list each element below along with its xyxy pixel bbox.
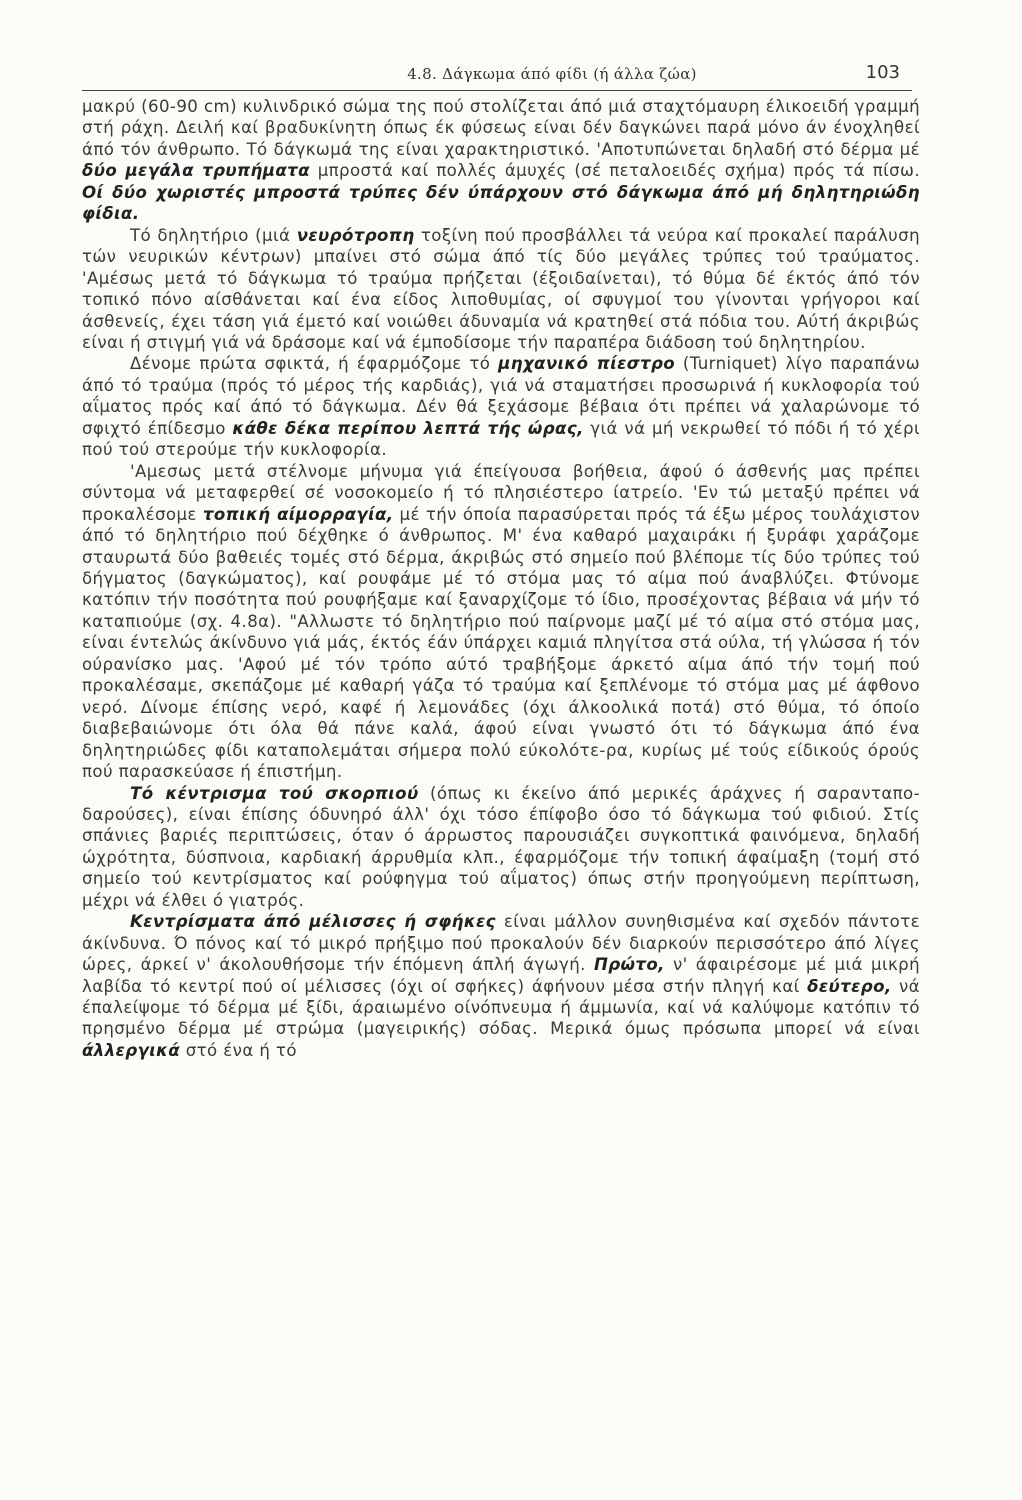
paragraph-snake-bite-description: μακρύ (60-90 cm) κυλινδρικό σώμα της πού στολίζεται άπό μιά σταχτόμαυρη έλικοειδή γραμμή στή ράχη. Δειλή καί βραδυκίνητη όπως έκ φύσεως είναι δέν δαγκώνει παρά μόνο άν ένοχληθεί άπό τόν άνθρωπο. Τό δάγκωμά της είναι χαρακτηριστικό. 'Αποτυπώνεται δηλαδή στό δέρμα μέ δύο μεγάλα τρυπήματα μπροστά καί πολλές άμυχές (σέ πεταλοειδές σχήμα) πρός τά πίσω. Οί δύο χωριστές μπροστά τρύπες δέν ύπάρχουν στό δάγκωμα άπό μή δηλητηριώδη φίδια. — [82, 97, 920, 224]
page-number: 103 — [865, 62, 900, 83]
paragraph-tourniquet: Δένομε πρώτα σφικτά, ή έφαρμόζομε τό μηχανικό πίεστρο (Turniquet) λίγο παραπάνω άπό τό τραύμα (πρός τό μέρος τής καρδιάς), γιά νά σταματήσει προσωρινά ή κυκλοφορία τού αΐματος πρός καί άπό τό δάγκωμα. Δέν θά ξεχάσομε βέβαια ότι πρέπει νά χαλαρώνομε τό σφιχτό έπίδεσμο κάθε δέκα περίπου λεπτά τής ώρας, γιά νά μή νεκρωθεί τό πόδι ή τό χέρι πού τού στερούμε τήν κυκλοφορία. — [82, 354, 920, 460]
paragraph-scorpion-sting: Τό κέντρισμα τού σκορπιού (όπως κι έκείνο άπό μερικές άράχνες ή σαρανταπο-δαρούσες), είναι έπίσης όδυνηρό άλλ' όχι τόσο έπίφοβο όσο τό δάγκωμα τού φιδιού. Στίς σπάνιες βαριές περιπτώσεις, όταν ό άρρωστος παρουσιάζει συγκοπτικά φαινόμενα, δηλαδή ώχρότητα, δύσπνοια, καρδιακή άρρυθμία κλπ., έφαρμόζομε τήν τοπική άφαίμαξη (τομή στό σημείο τού κεντρίσματος καί ρούφηγμα τού αΐματος) όπως στήν προηγούμενη περίπτωση, μέχρι νά έλθει ό γιατρός. — [82, 783, 921, 910]
page-header — [82, 60, 912, 91]
paragraph-bee-wasp-stings: Κεντρίσματα άπό μέλισσες ή σφήκες είναι μάλλον συνηθισμένα καί σχεδόν πάντοτε άκίνδυνα. Ό πόνος καί τό μικρό πρήξιμο πού προκαλούν δέν διαρκούν περισσότερο άπό λίγες ώρες, άρκεί ν' άκολουθήσομε τήν έπόμενη άπλή άγωγή. Πρώτο, ν' άφαιρέσομε μέ μιά μικρή λαβίδα τό κεντρί πού οί μέλισσες (όχι οί σφήκες) άφήνουν μέσα στήν πληγή καί δεύτερο, νά έπαλείψομε τό δέρμα μέ ξίδι, άραιωμένο οίνόπνευμα ή άμμωνία, καί νά καλύψομε κατόπιν τό πρησμένο δέρμα μέ στρώμα (μαγειρικής) σόδας. Μερικά όμως πρόσωπα μπορεί νά είναι άλλεργικά στό ένα ή τό — [82, 912, 921, 1060]
body-text — [82, 96, 920, 1061]
running-title: 4.8. Δάγκωμα άπό φίδι (ή άλλα ζώα) — [407, 65, 697, 83]
paragraph-local-bleeding: 'Αμεσως μετά στέλνομε μήνυμα γιά έπείγουσα βοήθεια, άφού ό άσθενής μας πρέπει σύντομα νά μεταφερθεί σέ νοσοκομείο ή τό πλησιέστερο ίατρείο. 'Εν τώ μεταξύ πρέπει νά προκαλέσομε τοπική αίμορραγία, μέ τήν όποία παρασύρεται πρός τά έξω μέρος τουλάχιστον άπό τό δηλητήριο πού δέχθηκε ό άνθρωπος. Μ' ένα καθαρό μαχαιράκι ή ξυράφι χαράζομε σταυρωτά δύο βαθειές τομές στό δέρμα, άκριβώς στό σημείο πού βλέπομε τίς δύο τρύπες τού δήγματος (δαγκώματος), καί ρουφάμε μέ τό στόμα μας τό αίμα πού άναβλύζει. Φτύνομε κατόπιν τήν ποσότητα πού ρουφήξαμε καί ξαναρχίζομε τό ίδιο, προσέχοντας βέβαια νά μήν τό καταπιούμε (σχ. 4.8α). "Αλλωστε τό δηλητήριο πού παίρνομε μαζί μέ τό αίμα στό στόμα μας, είναι έντελώς άκίνδυνο γιά μάς, έκτός έάν ύπάρχει καμιά πληγίτσα στά ούλα, τή γλώσσα ή τόν ούρανίσκο μας. 'Αφού μέ τόν τρόπο αύτό τραβήξομε άρκετό αίμα άπό τήν τομή πού προκαλέσαμε, σκεπάζομε μέ καθαρή γάζα τό τραύμα καί ξεπλένομε τό στόμα μας μέ άφθονο νερό. Δίνομε έπίσης νερό, καφέ ή λεμονάδες (όχι άλκοολικά ποτά) στό θύμα, τό όποίο διαβεβαιώνομε ότι όλα θά πάνε καλά, άφού είναι γνωστό ότι τό δάγκωμα άπό ένα δηλητηριώδες φίδι καταπολεμάται σήμερα πολύ εύκολότε-ρα, κυρίως μέ τούς είδικούς όρούς πού παρασκεύασε ή έπιστήμη. — [82, 461, 920, 782]
paragraph-venom-effects: Τό δηλητήριο (μιά νευρότροπη τοξίνη πού προσβάλλει τά νεύρα καί προκαλεί παράλυση τών νευρικών κέντρων) μπαίνει στό σώμα άπό τίς δύο μεγάλες τρύπες τού τραύματος. 'Αμέσως μετά τό δάγκωμα τό τραύμα πρήζεται (έξοιδαίνεται), τό θύμα δέ έκτός άπό τόν τοπικό πόνο αίσθάνεται καί ένα είδος λιποθυμίας, οί σφυγμοί του γίνονται γρήγοροι καί άσθενείς, έχει τάση γιά έμετό καί νοιώθει άδυναμία νά κρατηθεί στά πόδια του. Αύτή άκριβώς είναι ή στιγμή γιά νά δράσομε καί νά έμποδίσομε τήν παραπέρα διάδοση τού δηλητηρίου. — [82, 225, 921, 352]
